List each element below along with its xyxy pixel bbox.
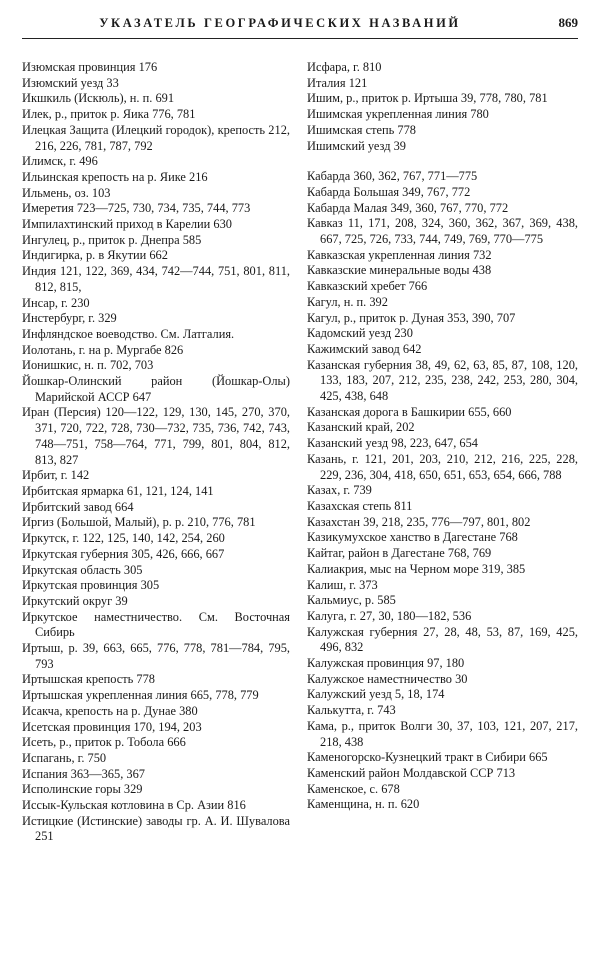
index-entry: Исетская провинция 170, 194, 203 (22, 719, 202, 734)
index-entry: Ильмень, оз. 103 (22, 185, 111, 200)
index-entry: Иолотань, г. на р. Мургабе 826 (22, 342, 184, 357)
index-entry: Каменское, с. 678 (307, 781, 400, 796)
index-entry: Импилахтинский приход в Карелии 630 (22, 217, 232, 232)
index-entry: Исполинские горы 329 (22, 782, 143, 797)
index-column-right (307, 60, 578, 813)
index-entry: Казанский край, 202 (307, 420, 415, 435)
index-entry: Ирбитский завод 664 (22, 499, 134, 514)
index-entry: Казах, г. 739 (307, 483, 372, 498)
index-entry: Иркутская область 305 (22, 562, 143, 577)
index-entry: Казахстан 39, 218, 235, 776—797, 801, 802 (307, 514, 531, 529)
index-entry: Кавказская укрепленная линия 732 (307, 247, 492, 262)
index-entry: Калуга, г. 27, 30, 180—182, 536 (307, 608, 472, 623)
index-entry: Кальмиус, р. 585 (307, 593, 396, 608)
index-entry: Иртышская укрепленная линия 665, 778, 779 (22, 688, 259, 703)
section-gap (307, 154, 578, 169)
index-entry: Кама, р., приток Волги 30, 37, 103, 121, 207, 217, 218, 438 (307, 718, 578, 749)
index-entry: Изюмская провинция 176 (22, 60, 158, 74)
index-entry: Ильинская крепость на р. Яике 216 (22, 169, 208, 184)
running-header (22, 14, 578, 39)
index-entry: Ирбитская ярмарка 61, 121, 124, 141 (22, 483, 214, 498)
index-entry: Калужская губерния 27, 28, 48, 53, 87, 169, 425, 496, 832 (307, 624, 578, 655)
index-entry: Ишим, р., приток р. Иртыша 39, 778, 780, 781 (307, 91, 548, 106)
index-entry: Испагань, г. 750 (22, 750, 107, 765)
index-entry: Казанская губерния 38, 49, 62, 63, 85, 87, 108, 120, 133, 183, 207, 212, 235, 238, 242, 253, 280, 304, 425, 438, 648 (307, 357, 578, 404)
index-entry: Иссык-Кульская котловина в Ср. Азии 816 (22, 798, 246, 813)
index-entry: Кавказские минеральные воды 438 (307, 263, 492, 278)
page-number: 869 (558, 15, 578, 30)
index-entry: Ишимская укрепленная линия 780 (307, 107, 489, 122)
index-entry: Ирбит, г. 142 (22, 468, 90, 483)
index-entry: Каменский район Молдавской ССР 713 (307, 765, 516, 780)
index-entry: Иртышская крепость 778 (22, 672, 155, 687)
index-entry: Калькутта, г. 743 (307, 703, 396, 718)
index-entry: Кагул, н. п. 392 (307, 294, 388, 309)
index-entry: Иркутское наместничество. См. Восточная Сибирь (22, 609, 290, 640)
index-entry: Каменогорско-Кузнецкий тракт в Сибири 665 (307, 750, 548, 765)
index-entry: Кавказ 11, 171, 208, 324, 360, 362, 367, 369, 438, 667, 725, 726, 733, 744, 749, 769, 770—775 (307, 216, 578, 247)
index-entry: Кабарда 360, 362, 767, 771—775 (307, 169, 478, 184)
index-entry: Ишимский уезд 39 (307, 138, 406, 153)
index-entry: Иркутская провинция 305 (22, 578, 160, 593)
index-entry: Кагул, р., приток р. Дуная 353, 390, 707 (307, 310, 516, 325)
index-entry: Инсар, г. 230 (22, 295, 90, 310)
index-entry: Иран (Персия) 120—122, 129, 130, 145, 270, 370, 371, 720, 722, 728, 730—732, 735, 736, 742, 743, 748—751, 758—764, 771, 799, 801, 804, 812, 813, 827 (22, 405, 290, 467)
index-entry: Калужский уезд 5, 18, 174 (307, 687, 445, 702)
index-entry: Илецкая Защита (Илецкий городок), крепость 212, 216, 226, 781, 787, 792 (22, 122, 290, 153)
index-entry: Калужское наместничество 30 (307, 671, 468, 686)
index-entry: Кавказский хребет 766 (307, 279, 428, 294)
index-entry: Иркутский округ 39 (22, 593, 128, 608)
index-entry: Икшкиль (Искюль), н. п. 691 (22, 91, 175, 106)
index-entry: Инстербург, г. 329 (22, 311, 117, 326)
index-entry: Ишимская степь 778 (307, 122, 416, 137)
index-entry: Кабарда Малая 349, 360, 767, 770, 772 (307, 200, 509, 215)
index-entry: Йошкар-Олинский район (Йошкар-Олы) Марийской АССР 647 (22, 374, 290, 404)
index-entry: Казахская степь 811 (307, 498, 413, 513)
index-entry: Изюмский уезд 33 (22, 75, 119, 90)
index-entry: Калиакрия, мыс на Черном море 319, 385 (307, 561, 526, 576)
index-entry: Иркутская губерния 305, 426, 666, 667 (22, 546, 225, 561)
index-entry: Илек, р., приток р. Яика 776, 781 (22, 107, 196, 122)
index-entry: Иркутск, г. 122, 125, 140, 142, 254, 260 (22, 531, 225, 546)
index-entry: Казанский уезд 98, 223, 647, 654 (307, 436, 478, 451)
index-entry: Кабарда Большая 349, 767, 772 (307, 184, 471, 199)
index-entry: Иргиз (Большой, Малый), р. р. 210, 776, 781 (22, 515, 256, 530)
index-entry: Илимск, г. 496 (22, 154, 98, 169)
index-entry: Казикумухское ханство в Дагестане 768 (307, 530, 518, 545)
index-entry: Истицкие (Истинские) заводы гр. А. И. Шувалова 251 (22, 813, 290, 844)
index-entry: Италия 121 (307, 75, 368, 90)
index-entry: Индигирка, р. в Якутии 662 (22, 248, 168, 263)
index-entry: Иртыш, р. 39, 663, 665, 776, 778, 781—784, 795, 793 (22, 641, 290, 671)
index-entry: Каменщина, н. п. 620 (307, 797, 420, 812)
index-entry: Испания 363—365, 367 (22, 766, 145, 781)
index-entry: Исеть, р., приток р. Тобола 666 (22, 735, 186, 750)
index-entry: Кадомский уезд 230 (307, 326, 413, 341)
index-entry: Казанская дорога в Башкирии 655, 660 (307, 404, 512, 419)
header-title: УКАЗАТЕЛЬ ГЕОГРАФИЧЕСКИХ НАЗВАНИЙ (99, 16, 461, 30)
index-entry: Казань, г. 121, 201, 203, 210, 212, 216, 225, 228, 229, 236, 304, 418, 650, 651, 653, 654, 666, 788 (307, 451, 578, 482)
index-entry: Исакча, крепость на р. Дунае 380 (22, 703, 198, 718)
index-entry: Инфляндское воеводство. См. Латгалия. (22, 326, 235, 341)
index-entry: Имеретия 723—725, 730, 734, 735, 744, 773 (22, 201, 251, 216)
index-entry: Калужская провинция 97, 180 (307, 656, 465, 671)
index-entry: Ионишкис, н. п. 702, 703 (22, 358, 154, 373)
index-entry: Калиш, г. 373 (307, 577, 378, 592)
index-entry: Индия 121, 122, 369, 434, 742—744, 751, 801, 811, 812, 815, (22, 264, 290, 294)
index-entry: Ингулец, р., приток р. Днепра 585 (22, 232, 202, 247)
index-entry: Исфара, г. 810 (307, 60, 382, 74)
index-column-left (22, 60, 290, 845)
index-entry: Кайтаг, район в Дагестане 768, 769 (307, 546, 492, 561)
index-entry: Кажимский завод 642 (307, 341, 422, 356)
